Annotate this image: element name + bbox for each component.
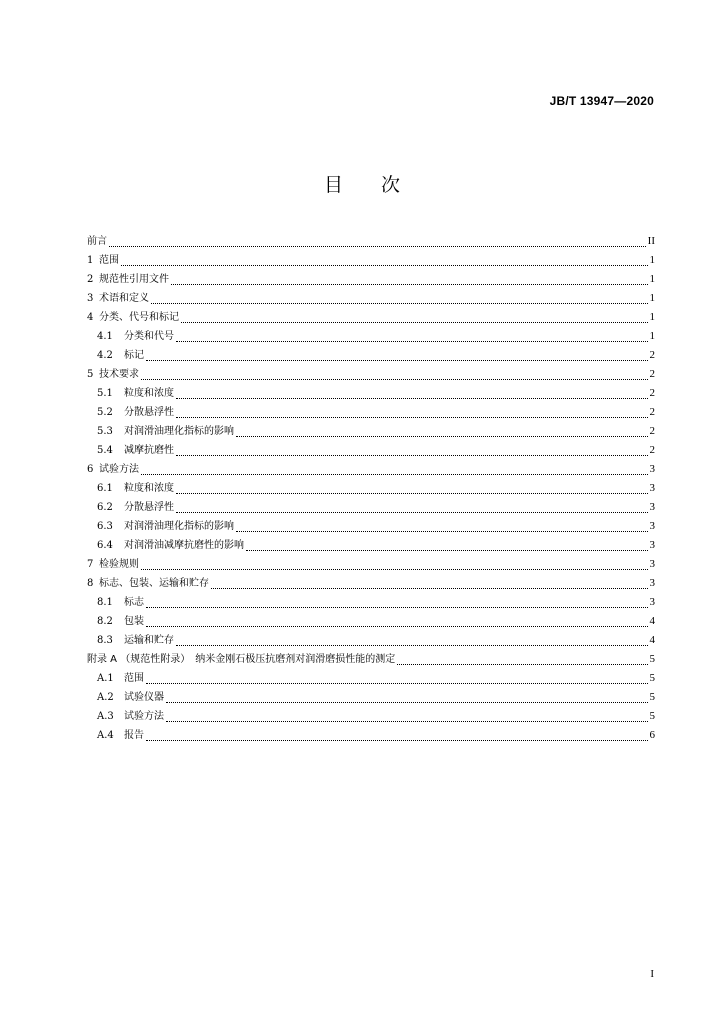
toc-entry-label: 对润滑油理化指标的影响 bbox=[124, 426, 234, 437]
toc-dot-leader bbox=[236, 530, 648, 532]
toc-entry-page: 1 bbox=[649, 292, 655, 304]
toc-entry[interactable] bbox=[87, 650, 655, 669]
toc-entry[interactable] bbox=[87, 251, 655, 270]
toc-dot-leader bbox=[176, 454, 648, 456]
toc-entry-label: 标志 bbox=[124, 597, 144, 608]
toc-entry-label: 标记 bbox=[124, 350, 144, 361]
toc-dot-leader bbox=[146, 682, 648, 684]
toc-dot-leader bbox=[397, 663, 647, 665]
toc-entry[interactable] bbox=[87, 289, 655, 308]
toc-entry-number: 5.2 bbox=[97, 407, 113, 418]
toc-entry-page: II bbox=[647, 235, 655, 247]
toc-entry-page: 2 bbox=[649, 368, 655, 380]
toc-entry[interactable] bbox=[87, 498, 655, 517]
toc-entry[interactable] bbox=[87, 574, 655, 593]
toc-entry-number: 6 bbox=[87, 464, 94, 475]
toc-entry-number: 8 bbox=[87, 578, 94, 589]
toc-entry[interactable] bbox=[87, 460, 655, 479]
toc-entry-label: 试验方法 bbox=[99, 464, 139, 475]
toc-entry-label: 分散悬浮性 bbox=[124, 502, 174, 513]
toc-entry-label: 范围 bbox=[99, 255, 119, 266]
toc-entry-label: 前言 bbox=[87, 236, 107, 247]
toc-entry-number: 4 bbox=[87, 312, 94, 323]
toc-dot-leader bbox=[146, 625, 648, 627]
toc-entry[interactable] bbox=[87, 270, 655, 289]
toc-entry-page: 5 bbox=[649, 672, 655, 684]
toc-entry-page: 2 bbox=[649, 349, 655, 361]
toc-entry-page: 2 bbox=[649, 425, 655, 437]
toc-entry[interactable] bbox=[87, 612, 655, 631]
toc-entry-number: 5.1 bbox=[97, 388, 113, 399]
toc-entry[interactable] bbox=[87, 593, 655, 612]
toc-dot-leader bbox=[166, 701, 648, 703]
toc-dot-leader bbox=[176, 416, 648, 418]
toc-entry-page: 3 bbox=[649, 501, 655, 513]
toc-entry-page: 3 bbox=[649, 482, 655, 494]
toc-entry-number: 8.3 bbox=[97, 635, 113, 646]
toc-entry[interactable] bbox=[87, 726, 655, 745]
toc-entry-number: 4.2 bbox=[97, 350, 113, 361]
toc-entry[interactable] bbox=[87, 308, 655, 327]
toc-entry-page: 5 bbox=[649, 691, 655, 703]
toc-entry-number: 4.1 bbox=[97, 331, 113, 342]
toc-entry-number: A.2 bbox=[97, 692, 114, 703]
toc-entry-page: 1 bbox=[649, 273, 655, 285]
toc-dot-leader bbox=[141, 473, 648, 475]
toc-dot-leader bbox=[176, 397, 648, 399]
toc-entry-label: 分散悬浮性 bbox=[124, 407, 174, 418]
toc-entry-page: 2 bbox=[649, 444, 655, 456]
toc-entry-label: 规范性引用文件 bbox=[99, 274, 169, 285]
toc-entry[interactable] bbox=[87, 555, 655, 574]
toc-entry-label: 报告 bbox=[124, 730, 144, 741]
toc-entry-number: 8.1 bbox=[97, 597, 113, 608]
toc-entry-page: 4 bbox=[649, 634, 655, 646]
toc-dot-leader bbox=[121, 264, 648, 266]
toc-entry-label: 检验规则 bbox=[99, 559, 139, 570]
toc-entry-label: 减摩抗磨性 bbox=[124, 445, 174, 456]
toc-entry-number: A.4 bbox=[97, 730, 114, 741]
toc-dot-leader bbox=[176, 492, 648, 494]
toc-entry-page: 3 bbox=[649, 577, 655, 589]
page-title: 目 次 bbox=[323, 174, 400, 196]
toc-entry-number: 8.2 bbox=[97, 616, 113, 627]
toc-dot-leader bbox=[171, 283, 648, 285]
toc-entry-number: 6.4 bbox=[97, 540, 113, 551]
toc-entry-label: 试验方法 bbox=[124, 711, 164, 722]
toc-entry-page: 3 bbox=[649, 558, 655, 570]
toc-entry-page: 1 bbox=[649, 254, 655, 266]
toc-entry-number: A.1 bbox=[97, 673, 114, 684]
toc-dot-leader bbox=[141, 568, 648, 570]
toc-entry-page: 5 bbox=[649, 653, 655, 665]
footer-page-number: I bbox=[650, 968, 654, 980]
toc-dot-leader bbox=[176, 644, 648, 646]
toc-dot-leader bbox=[236, 435, 648, 437]
toc-entry-number: 7 bbox=[87, 559, 94, 570]
toc-entry-page: 2 bbox=[649, 387, 655, 399]
toc-entry[interactable] bbox=[87, 232, 655, 251]
toc-entry[interactable] bbox=[87, 441, 655, 460]
toc-entry-page: 3 bbox=[649, 520, 655, 532]
toc-entry-label: 对润滑油理化指标的影响 bbox=[124, 521, 234, 532]
toc-dot-leader bbox=[146, 606, 648, 608]
toc-entry-label: 运输和贮存 bbox=[124, 635, 174, 646]
toc-entry-number: A.3 bbox=[97, 711, 114, 722]
toc-entry[interactable] bbox=[87, 479, 655, 498]
toc-entry-number: 6.3 bbox=[97, 521, 113, 532]
toc-entry-label: 范围 bbox=[124, 673, 144, 684]
toc-entry-number: 2 bbox=[87, 274, 94, 285]
toc-entry-number: 5 bbox=[87, 369, 94, 380]
toc-entry-page: 3 bbox=[649, 539, 655, 551]
toc-entry-number: 1 bbox=[87, 255, 94, 266]
table-of-contents bbox=[87, 232, 655, 745]
toc-entry[interactable] bbox=[87, 422, 655, 441]
toc-entry[interactable] bbox=[87, 346, 655, 365]
toc-entry-label: 附录 A （规范性附录） 纳米金刚石极压抗磨剂对润滑磨损性能的测定 bbox=[87, 654, 396, 665]
toc-entry-page: 6 bbox=[649, 729, 655, 741]
toc-entry-label: 包装 bbox=[124, 616, 144, 627]
toc-entry-label: 粒度和浓度 bbox=[124, 388, 174, 399]
toc-entry-number: 5.4 bbox=[97, 445, 113, 456]
toc-entry[interactable] bbox=[87, 384, 655, 403]
toc-entry-label: 对润滑油减摩抗磨性的影响 bbox=[124, 540, 244, 551]
toc-entry-page: 1 bbox=[649, 330, 655, 342]
toc-entry[interactable] bbox=[87, 517, 655, 536]
toc-entry-page: 5 bbox=[649, 710, 655, 722]
toc-entry[interactable] bbox=[87, 669, 655, 688]
standard-code: JB/T 13947—2020 bbox=[549, 94, 654, 108]
toc-entry-label: 粒度和浓度 bbox=[124, 483, 174, 494]
toc-dot-leader bbox=[176, 340, 648, 342]
toc-entry-number: 6.2 bbox=[97, 502, 113, 513]
toc-entry-label: 标志、包装、运输和贮存 bbox=[99, 578, 209, 589]
toc-entry-label: 分类和代号 bbox=[124, 331, 174, 342]
toc-entry-number: 3 bbox=[87, 293, 94, 304]
toc-entry-number: 5.3 bbox=[97, 426, 113, 437]
toc-entry-page: 1 bbox=[649, 311, 655, 323]
toc-dot-leader bbox=[151, 302, 648, 304]
toc-entry[interactable] bbox=[87, 327, 655, 346]
toc-dot-leader bbox=[109, 245, 646, 247]
toc-dot-leader bbox=[181, 321, 648, 323]
toc-dot-leader bbox=[211, 587, 648, 589]
toc-entry-label: 分类、代号和标记 bbox=[99, 312, 179, 323]
toc-entry-label: 术语和定义 bbox=[99, 293, 149, 304]
toc-dot-leader bbox=[166, 720, 648, 722]
toc-dot-leader bbox=[246, 549, 648, 551]
toc-entry[interactable] bbox=[87, 631, 655, 650]
toc-entry-page: 4 bbox=[649, 615, 655, 627]
toc-dot-leader bbox=[146, 739, 648, 741]
toc-entry[interactable] bbox=[87, 707, 655, 726]
toc-entry[interactable] bbox=[87, 688, 655, 707]
toc-entry-page: 3 bbox=[649, 463, 655, 475]
toc-dot-leader bbox=[146, 359, 648, 361]
toc-entry[interactable] bbox=[87, 403, 655, 422]
toc-dot-leader bbox=[176, 511, 648, 513]
toc-entry-number: 6.1 bbox=[97, 483, 113, 494]
toc-entry-page: 2 bbox=[649, 406, 655, 418]
toc-entry-label: 技术要求 bbox=[99, 369, 139, 380]
toc-entry-label: 试验仪器 bbox=[124, 692, 164, 703]
toc-entry-page: 3 bbox=[649, 596, 655, 608]
toc-dot-leader bbox=[141, 378, 648, 380]
toc-entry[interactable] bbox=[87, 536, 655, 555]
toc-entry[interactable] bbox=[87, 365, 655, 384]
